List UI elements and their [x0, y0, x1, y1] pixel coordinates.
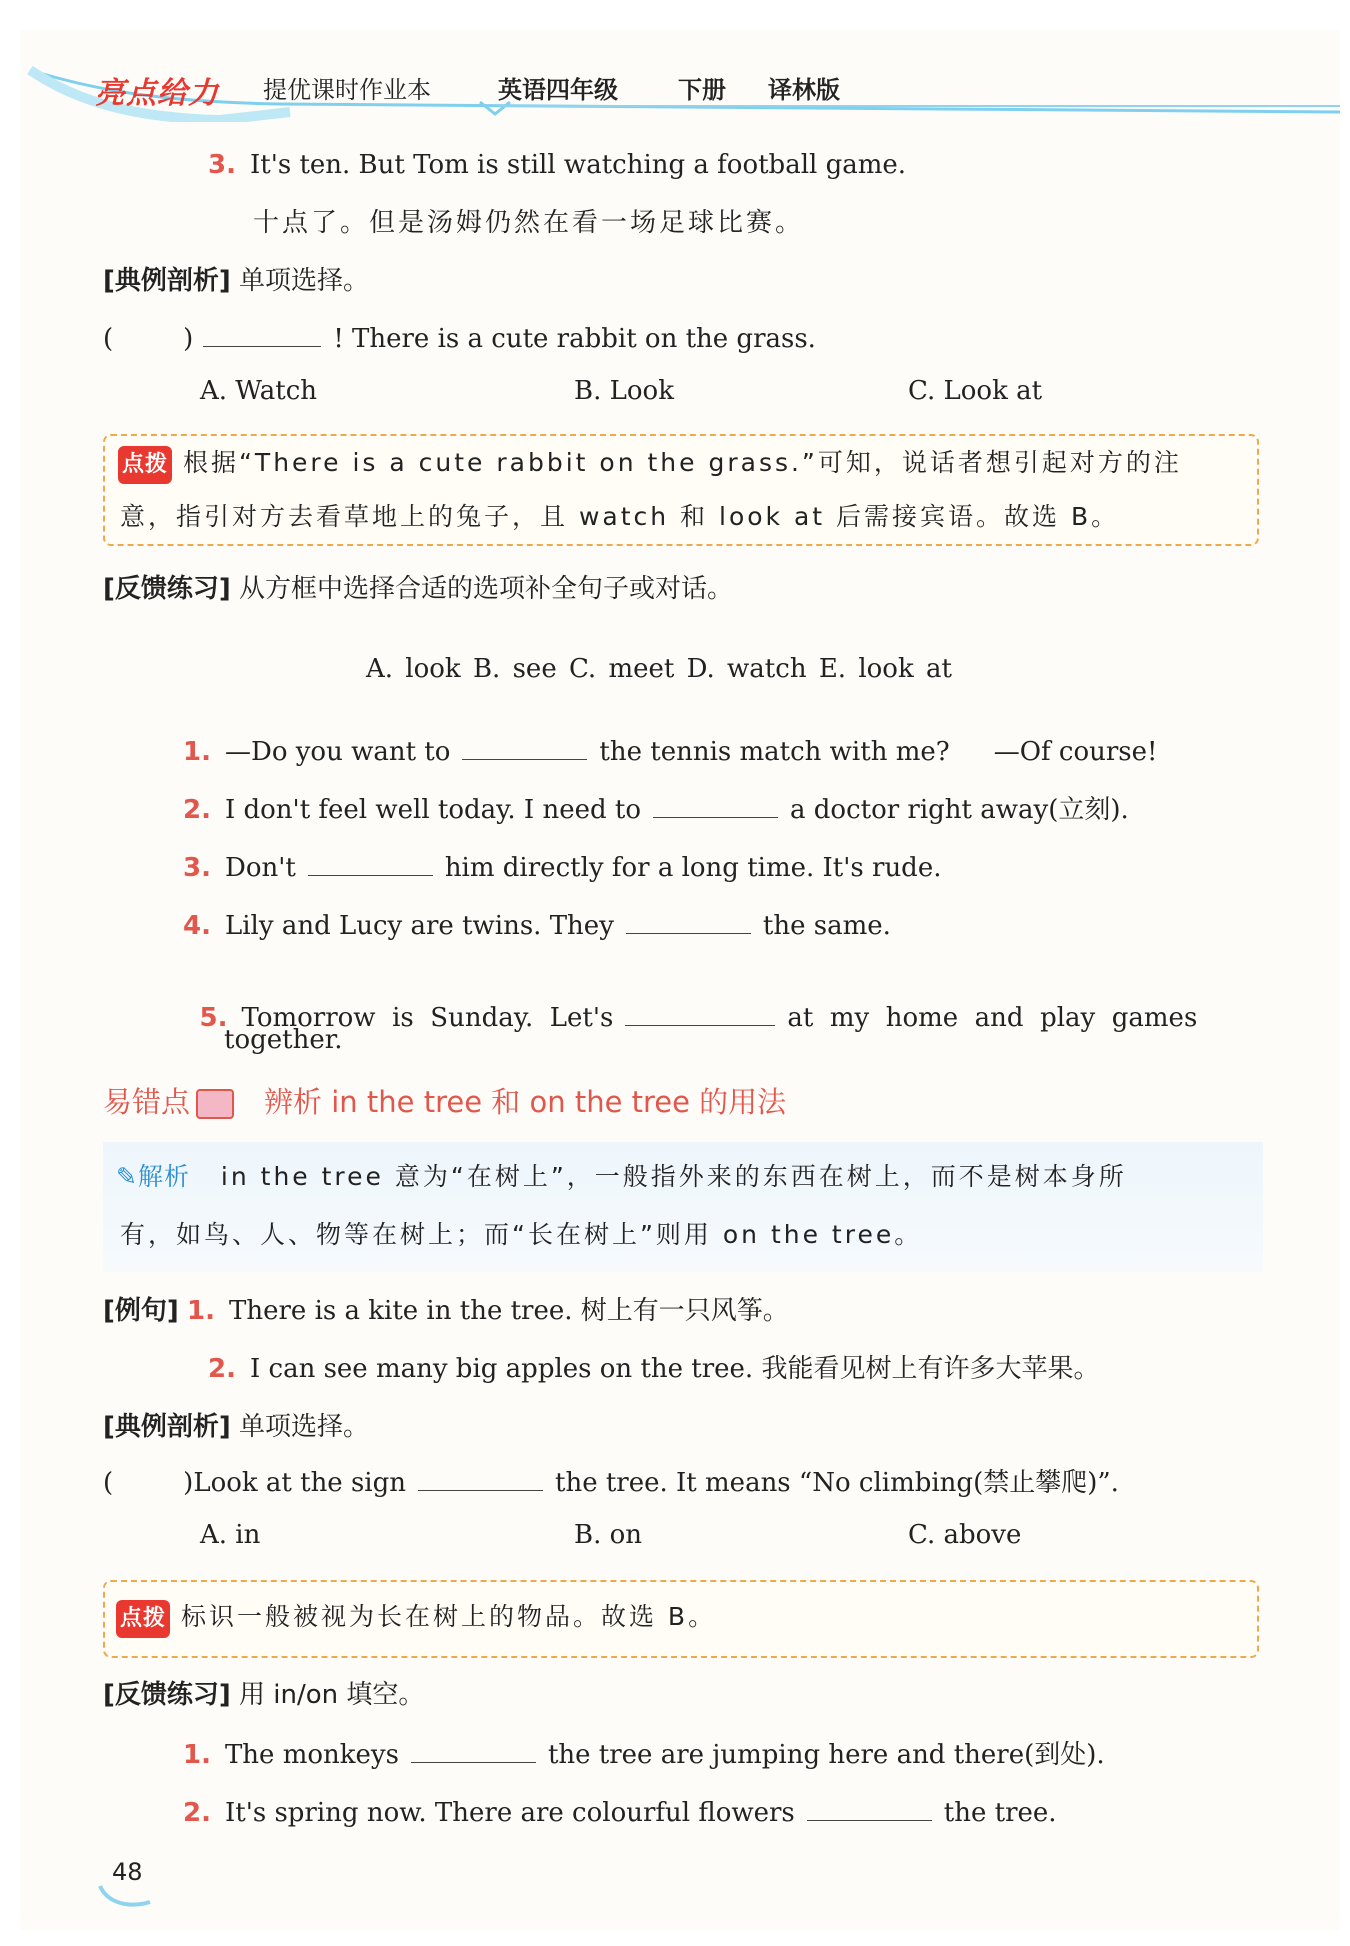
- item-text: the same.: [762, 911, 891, 941]
- item-number: 3.: [208, 150, 236, 180]
- item-number: 1.: [183, 737, 211, 767]
- analysis-icon: ✎: [116, 1162, 138, 1191]
- subject-title: 英语四年级: [498, 76, 618, 104]
- answer-blank[interactable]: [626, 907, 751, 934]
- tip-badge: 点拨: [116, 1600, 170, 1638]
- practice2-item-2: [183, 1794, 1057, 1830]
- item-text: at my home and play games: [787, 1003, 1198, 1033]
- answer-blank[interactable]: [653, 791, 778, 818]
- ex2-question: [103, 1464, 1119, 1500]
- section-number-badge: [196, 1089, 234, 1119]
- item-text: —Of course!: [993, 737, 1158, 767]
- section-title: [103, 1080, 786, 1121]
- practice1-item-2: [183, 791, 1129, 827]
- ex1-option-c: C. Look at: [908, 376, 1043, 406]
- item-text: Tomorrow is Sunday. Let's: [241, 1003, 614, 1033]
- question-text: Look at the sign: [193, 1468, 407, 1498]
- item3-en-text: It's ten. But Tom is still watching a football game.: [249, 150, 907, 180]
- answer-paren-open: (: [103, 1468, 114, 1498]
- instruction: 从方框中选择合适的选项补全句子或对话。: [239, 574, 734, 604]
- instruction: 用 in/on 填空。: [239, 1680, 425, 1710]
- tip1-line1: [118, 446, 1182, 484]
- tip-badge: 点拨: [118, 446, 172, 484]
- item-text: It's spring now. There are colourful flowers: [224, 1798, 795, 1828]
- ex2-option-a: A. in: [200, 1520, 261, 1550]
- item-number: 3.: [183, 853, 211, 883]
- tip2-line: [116, 1600, 716, 1638]
- example-text: I can see many big apples on the tree. 我能看见树上有许多大苹果。: [249, 1354, 1100, 1384]
- answer-blank[interactable]: [418, 1464, 543, 1491]
- analysis-text1: in the tree 意为“在树上”，一般指外来的东西在树上，而不是树本身所: [220, 1162, 1127, 1191]
- item-text: —Do you want to: [224, 737, 451, 767]
- ex1-option-a: A. Watch: [200, 376, 318, 406]
- section-tag: [例句]: [103, 1296, 179, 1326]
- instruction: 单项选择。: [239, 1412, 370, 1442]
- practice1-item-5-cont: together.: [224, 1025, 343, 1055]
- analysis-label-text: 解析: [137, 1162, 190, 1191]
- item-number: 4.: [183, 911, 211, 941]
- instruction: 单项选择。: [239, 266, 370, 296]
- answer-blank[interactable]: [203, 320, 321, 347]
- edition-title: 译林版: [768, 76, 840, 104]
- tip1-text1: 根据“There is a cute rabbit on the grass.”可知，说话者想引起对方的注: [182, 448, 1182, 477]
- example-text: There is a kite in the tree. 树上有一只风筝。: [229, 1296, 789, 1326]
- ex1-heading: [103, 264, 369, 298]
- practice2-item-1: [183, 1736, 1105, 1772]
- answer-blank[interactable]: [462, 733, 587, 760]
- practice1-item-1: [183, 733, 1157, 769]
- question-text: ! There is a cute rabbit on the grass.: [333, 324, 816, 354]
- item-text: Don't: [224, 853, 296, 883]
- section-tag: [典例剖析]: [103, 266, 231, 296]
- brand-logo-text: 亮点给力: [95, 76, 219, 111]
- answer-blank[interactable]: [625, 999, 775, 1026]
- ex1-question: [103, 320, 816, 356]
- word-box-options: A. look B. see C. meet D. watch E. look at: [366, 654, 952, 684]
- section-tag: [典例剖析]: [103, 1412, 231, 1442]
- practice1-heading: [103, 572, 733, 606]
- item3-english: [208, 148, 906, 182]
- item-text: The monkeys: [224, 1740, 399, 1770]
- ex2-option-c: C. above: [908, 1520, 1022, 1550]
- tip2-text: 标识一般被视为长在树上的物品。故选 B。: [180, 1602, 717, 1631]
- volume-title: 下册: [678, 76, 726, 104]
- answer-paren-close: ): [183, 1468, 194, 1498]
- item-number: 2.: [208, 1354, 236, 1384]
- ex2-heading: [103, 1410, 369, 1444]
- ex1-option-b: B. Look: [574, 376, 674, 406]
- item-number: 1.: [187, 1296, 216, 1326]
- item-text: Lily and Lucy are twins. They: [224, 911, 614, 941]
- page-number: 48: [112, 1858, 143, 1886]
- example-2: [208, 1352, 1099, 1386]
- answer-paren-close: ): [183, 324, 194, 354]
- item-number: 1.: [183, 1740, 211, 1770]
- answer-blank[interactable]: [807, 1794, 932, 1821]
- item-text: I don't feel well today. I need to: [224, 795, 641, 825]
- item-text: the tree.: [943, 1798, 1057, 1828]
- practice1-item-3: [183, 849, 941, 885]
- practice1-item-4: [183, 907, 891, 943]
- answer-blank[interactable]: [308, 849, 433, 876]
- analysis-line2: 有，如鸟、人、物等在树上；而“长在树上”则用 on the tree。: [120, 1220, 923, 1249]
- analysis-label: [116, 1162, 190, 1191]
- analysis-line1: [116, 1160, 1127, 1194]
- item3-translation: 十点了。但是汤姆仍然在看一场足球比赛。: [253, 208, 805, 238]
- item-number: 5.: [199, 1003, 228, 1033]
- section-tag: [反馈练习]: [103, 574, 231, 604]
- answer-blank[interactable]: [411, 1736, 536, 1763]
- item-number: 2.: [183, 1798, 211, 1828]
- answer-paren-open: (: [103, 324, 114, 354]
- item-text: the tree are jumping here and there(到处).: [547, 1740, 1105, 1770]
- item-number: 2.: [183, 795, 211, 825]
- ex2-option-b: B. on: [574, 1520, 643, 1550]
- practice2-heading: [103, 1678, 424, 1712]
- item-text: him directly for a long time. It's rude.: [444, 853, 942, 883]
- question-text: the tree. It means “No climbing(禁止攀爬)”.: [555, 1468, 1119, 1498]
- section-tag: [反馈练习]: [103, 1680, 231, 1710]
- tip1-line2: 意，指引对方去看草地上的兔子，且 watch 和 look at 后需接宾语。故选 B。: [120, 502, 1120, 531]
- item-text: the tennis match with me?: [599, 737, 950, 767]
- section-label: 易错点: [103, 1085, 191, 1119]
- example-1: [103, 1294, 789, 1328]
- series-title: 提优课时作业本: [263, 76, 431, 104]
- section-title-text: 辨析 in the tree 和 on the tree 的用法: [264, 1085, 787, 1119]
- item-text: a doctor right away(立刻).: [790, 795, 1129, 825]
